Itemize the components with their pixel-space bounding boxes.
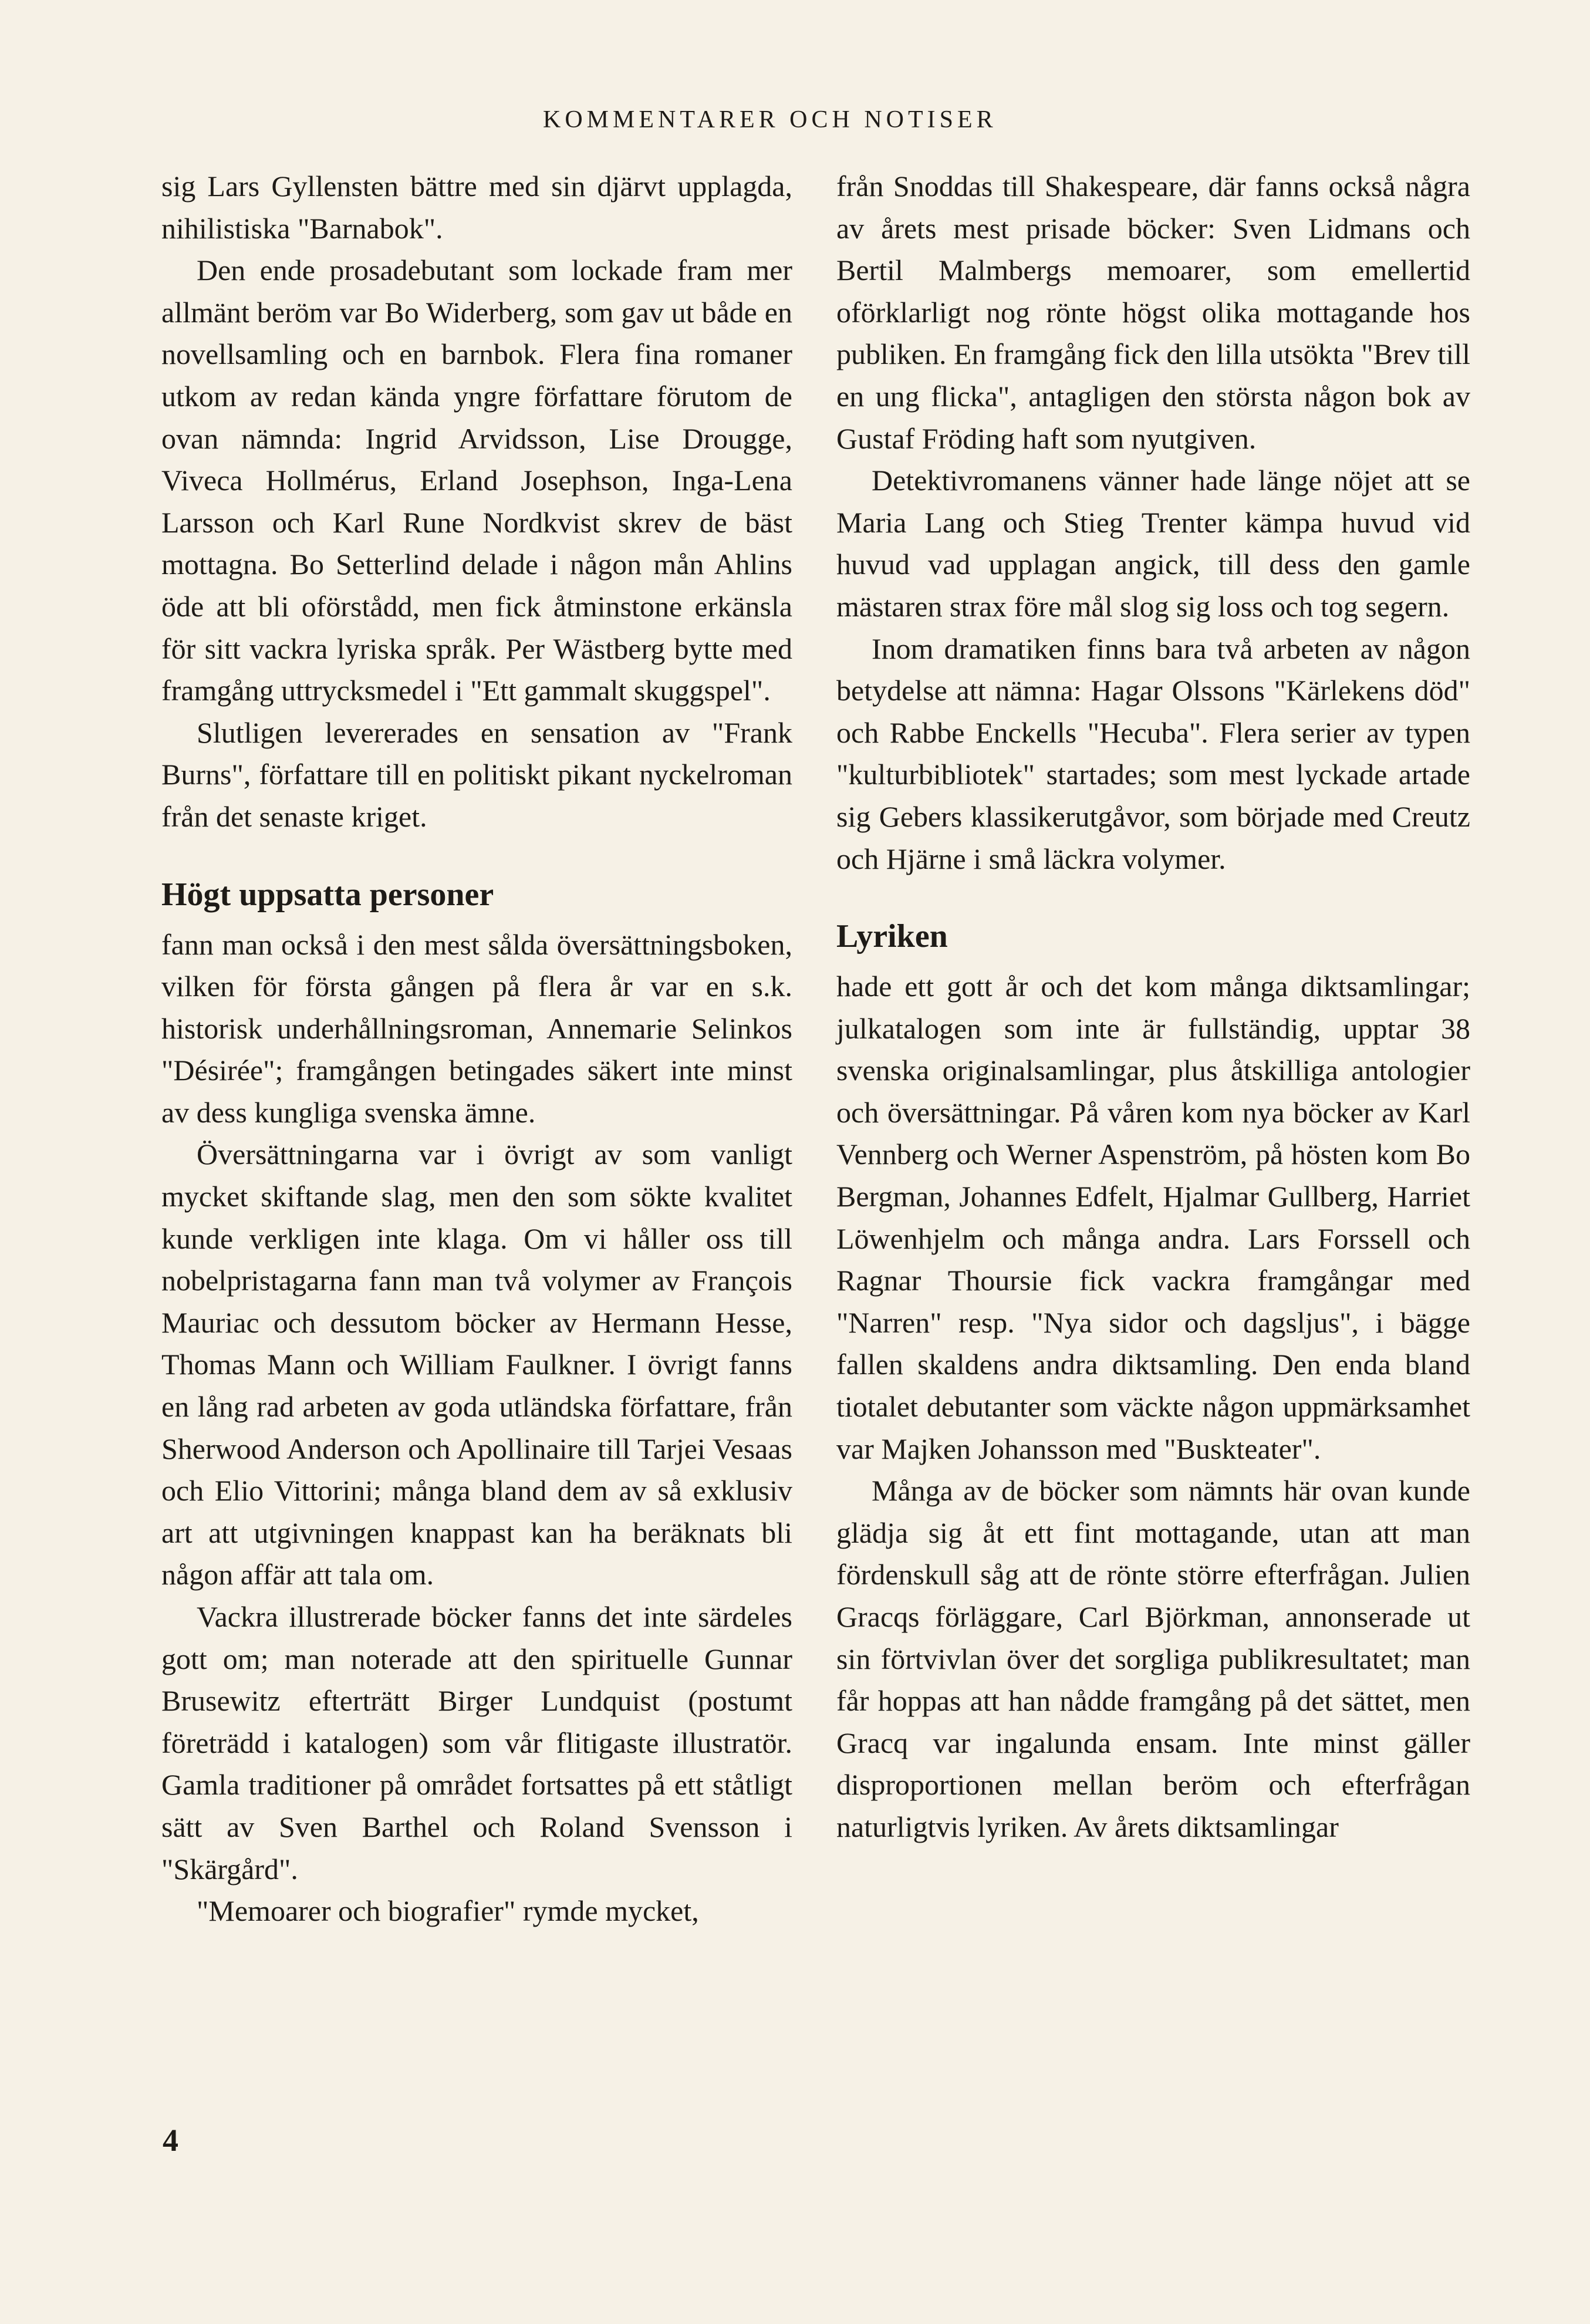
paragraph: Översättningarna var i övrigt av som vanligt mycket skiftande slag, men den som sökte kvalitet kunde verkligen inte klaga. Om vi håller oss till nobelpristagarna fann man två volymer av François Mauriac och dessutom böcker av Hermann Hesse, Thomas Mann och William Faulkner. I övrigt fanns en lång rad arbeten av goda utländska författare, från Sherwood Anderson och Apollinaire till Tarjei Vesaas och Elio Vittorini; många bland dem av så exklusiv art att utgivningen knappast kan ha beräknats bli någon affär att tala om. [161, 1138, 792, 1591]
paragraph: fann man också i den mest sålda översättningsboken, vilken för första gången på flera år var en s.k. historisk underhållningsroman, Annemarie Selinkos "Désirée"; framgången betingades säkert inte minst av dess kungliga svenska ämne. [161, 927, 792, 1129]
section-heading: Lyriken [836, 918, 948, 955]
paragraph: hade ett gott år och det kom många diktsamlingar; julkatalogen som inte är fullständig, upptar 38 svenska originalsamlingar, plus åtskilliga antologier och översättningar. På våren kom nya böcker av Karl Vennberg och Werner Aspenström, på hösten kom Bo Bergman, Johannes Edfelt, Hjalmar Gullberg, Harriet Löwenhjelm och många andra. Lars Forssell och Ragnar Thoursie fick vackra framgångar med "Narren" resp. "Nya sidor och dagsljus", i bägge fallen skaldens andra diktsamling. Den enda bland tiotalet debutanter som väckte någon uppmärksamhet var Majken Johansson med "Buskteater". [836, 970, 1470, 1465]
right-column [836, 166, 1470, 1849]
running-head: KOMMENTARER OCH NOTISER [543, 106, 997, 133]
section-heading: Högt uppsatta personer [161, 876, 494, 913]
paragraph: Slutligen levererades en sensation av "Frank Burns", författare till en politiskt pikant nyckelroman från det senaste kriget. [161, 716, 792, 833]
left-column [161, 166, 792, 1932]
paragraph: "Memoarer och biografier" rymde mycket, [197, 1894, 699, 1928]
page-number: 4 [163, 2123, 178, 2158]
paragraph: Vackra illustrerade böcker fanns det inte särdeles gott om; man noterade att den spirituelle Gunnar Brusewitz efterträtt Birger Lundquist (postumt företrädd i katalogen) som vår flitigaste illustratör. Gamla traditioner på området fortsattes på ett ståtligt sätt av Sven Barthel och Roland Svensson i "Skärgård". [161, 1600, 792, 1885]
paragraph: Inom dramatiken finns bara två arbeten av någon betydelse att nämna: Hagar Olssons "Kärlekens död" och Rabbe Enckells "Hecuba". Flera serier av typen "kulturbibliotek" startades; som mest lyckade artade sig Gebers klassikerutgåvor, som började med Creutz och Hjärne i små läckra volymer. [836, 632, 1470, 875]
paragraph: från Snoddas till Shakespeare, där fanns också några av årets mest prisade böcker: Sven Lidmans och Bertil Malmbergs memoarer, som emellertid oförklarligt nog rönte högst olika mottagande hos publiken. En framgång fick den lilla utsökta "Brev till en ung flicka", antagligen den största någon bok av Gustaf Fröding haft som nyutgiven. [836, 170, 1470, 455]
paragraph: sig Lars Gyllensten bättre med sin djärvt upplagda, nihilistiska "Barnabok". [161, 170, 792, 245]
paragraph: Många av de böcker som nämnts här ovan kunde glädja sig åt ett fint mottagande, utan att man fördenskull såg att de rönte större efterfrågan. Julien Gracqs förläggare, Carl Björkman, annonserade ut sin förtvivlan över det sorgliga publikresultatet; man får hoppas att han nådde framgång på det sättet, men Gracq var ingalunda ensam. Inte minst gäller disproportionen mellan beröm och efterfrågan naturligtvis lyriken. Av årets diktsamlingar [836, 1474, 1470, 1843]
paragraph: Detektivromanens vänner hade länge nöjet att se Maria Lang och Stieg Trenter kämpa huvud vid huvud vad upplagan angick, till dess den gamle mästaren strax före mål slog sig loss och tog segern. [836, 464, 1470, 623]
paragraph: Den ende prosadebutant som lockade fram mer allmänt beröm var Bo Widerberg, som gav ut både en novellsamling och en barnbok. Flera fina romaner utkom av redan kända yngre författare förutom de ovan nämnda: Ingrid Arvidsson, Lise Drougge, Viveca Hollmérus, Erland Josephson, Inga-Lena Larsson och Karl Rune Nordkvist skrev de bäst mottagna. Bo Setterlind delade i någon mån Ahlins öde att bli oförstådd, men fick åtminstone erkänsla för sitt vackra lyriska språk. Per Wästberg bytte med framgång uttrycksmedel i "Ett gammalt skuggspel". [161, 254, 792, 707]
